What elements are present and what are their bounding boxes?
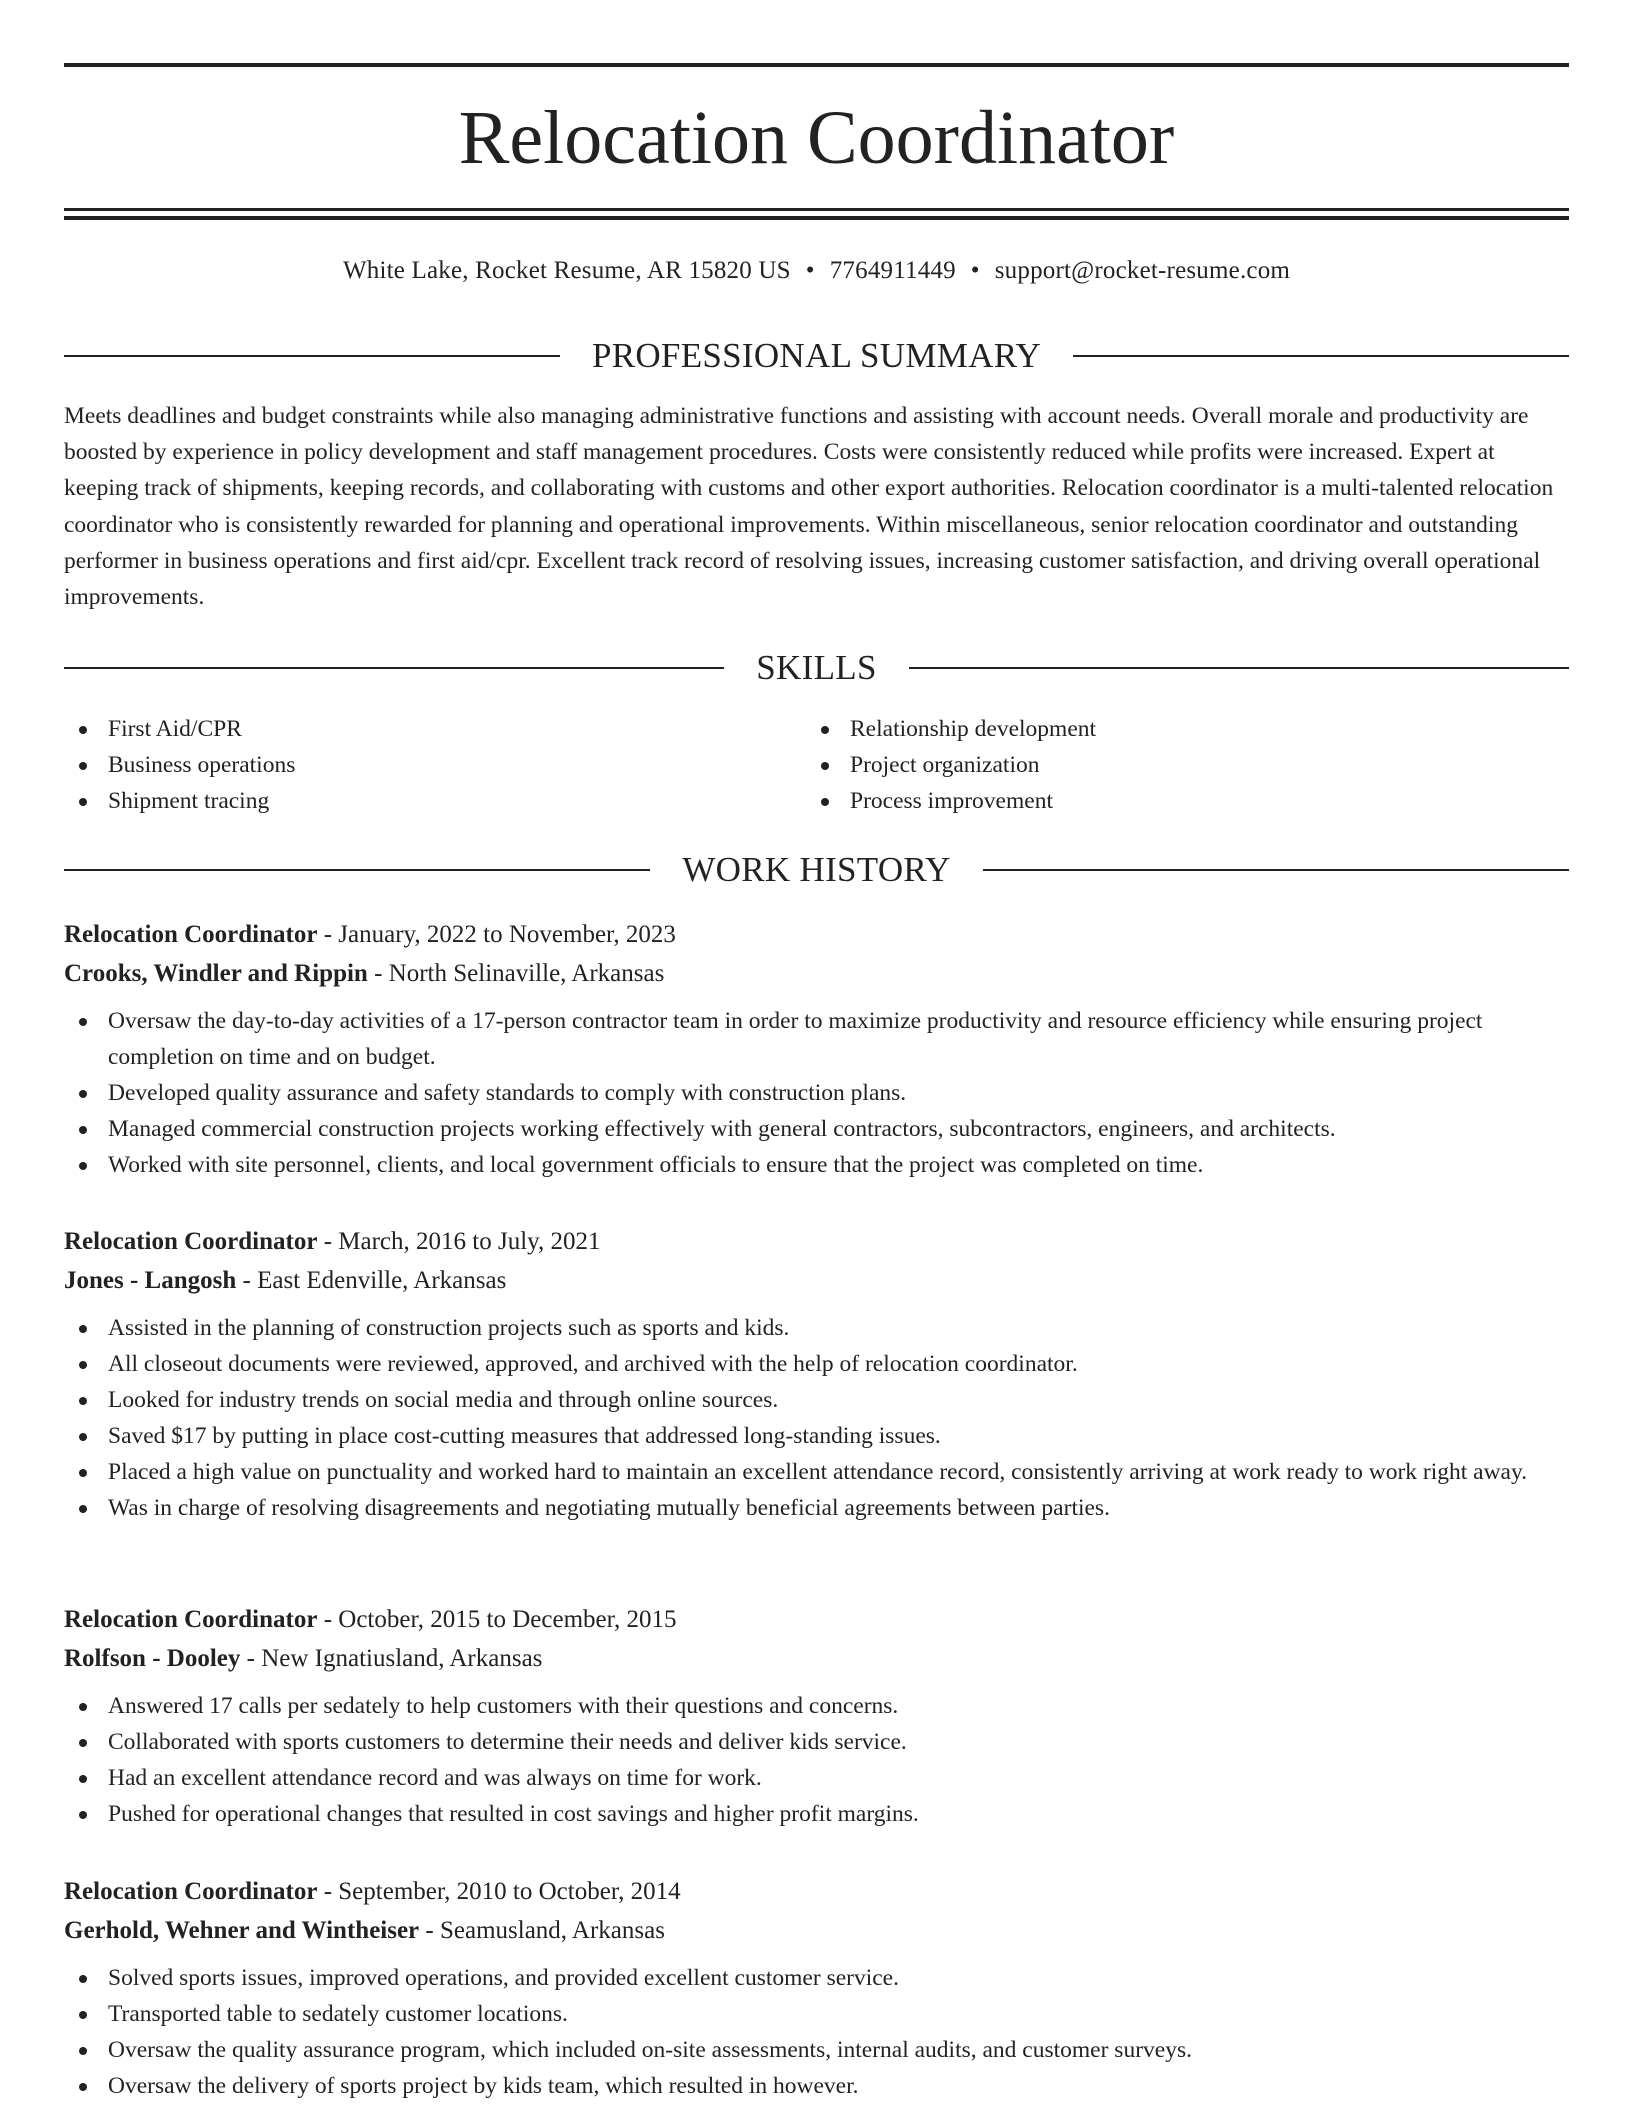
contact-phone: 7764911449: [829, 257, 956, 284]
job-dates: - September, 2010 to October, 2014: [317, 1878, 681, 1905]
header-rule-lower: [64, 216, 1569, 220]
job-location: - New Ignatiusland, Arkansas: [240, 1645, 543, 1672]
job-dates: - January, 2022 to November, 2023: [317, 921, 676, 948]
job-company: Jones - Langosh: [64, 1267, 237, 1294]
job-entry: [64, 1600, 1569, 1832]
job-company: Crooks, Windler and Rippin: [64, 960, 368, 987]
job-company-line: [64, 1911, 1569, 1950]
job-bullet: Assisted in the planning of construction projects such as sports and kids.: [64, 1310, 1569, 1346]
job-company-line: [64, 954, 1569, 993]
job-bullet: All closeout documents were reviewed, approved, and archived with the help of relocation coordinator.: [64, 1346, 1569, 1382]
skill-item: First Aid/CPR: [64, 711, 806, 747]
job-bullet: Worked with site personnel, clients, and local government officials to ensure that the project was completed on time.: [64, 1147, 1569, 1183]
section-heading-skills: [64, 646, 1569, 690]
header-top-rule: [64, 63, 1569, 67]
job-company: Rolfson - Dooley: [64, 1645, 241, 1672]
skill-item: Relationship development: [806, 711, 1548, 747]
job-location: - Seamusland, Arkansas: [419, 1917, 665, 1944]
resume-name: Relocation Coordinator: [458, 96, 1175, 180]
job-dates: - March, 2016 to July, 2021: [317, 1228, 601, 1255]
section-heading-summary: [64, 334, 1569, 378]
job-bullet: Managed commercial construction projects working effectively with general contractors, subcontractors, engineers, and architects.: [64, 1111, 1569, 1147]
skill-item: Project organization: [806, 747, 1548, 783]
contact-email: support@rocket-resume.com: [994, 257, 1291, 284]
skill-item: Business operations: [64, 747, 806, 783]
job-bullet: Transported table to sedately customer locations.: [64, 1996, 1569, 2032]
skills-list: [64, 711, 1569, 819]
job-company-line: [64, 1261, 1569, 1300]
contact-address: White Lake, Rocket Resume, AR 15820 US: [342, 257, 791, 284]
job-bullet: Oversaw the quality assurance program, which included on-site assessments, internal audits, and customer surveys.: [64, 2032, 1569, 2068]
job-title: Relocation Coordinator: [64, 921, 318, 948]
job-title-line: [64, 1872, 1569, 1911]
job-bullet: Oversaw the day-to-day activities of a 17-person contractor team in order to maximize productivity and resource efficiency while ensuring project completion on time and on budget.: [64, 1003, 1569, 1075]
job-title-line: [64, 1600, 1569, 1639]
job-title-line: [64, 1222, 1569, 1261]
job-bullet: Answered 17 calls per sedately to help customers with their questions and concerns.: [64, 1688, 1569, 1724]
summary-text: Meets deadlines and budget constraints while also managing administrative functions and assisting with account needs. Overall morale and productivity are boosted by experience in policy development and staff management procedures. Costs were consistently reduced while profits were increased. Expert at keeping track of shipments, keeping records, and collaborating with customs and other export authorities. Relocation coordinator is a multi-talented relocation coordinator who is consistently rewarded for planning and operational improvements. Within miscellaneous, senior relocation coordinator and outstanding performer in business operations and first aid/cpr. Excellent track record of resolving issues, increasing customer satisfaction, and driving overall operational improvements.: [64, 403, 1554, 611]
job-bullets: [64, 1960, 1569, 2104]
skills-column-left: [64, 711, 806, 819]
job-title-line: [64, 915, 1569, 954]
section-divider: [64, 667, 724, 669]
job-title: Relocation Coordinator: [64, 1878, 318, 1905]
section-divider: [1073, 355, 1569, 357]
job-entry: [64, 1872, 1569, 2104]
section-divider: [64, 355, 560, 357]
job-entry: [64, 1222, 1569, 1526]
job-company: Gerhold, Wehner and Wintheiser: [64, 1917, 420, 1944]
section-title: SKILLS: [756, 648, 877, 687]
job-title: Relocation Coordinator: [64, 1228, 318, 1255]
job-bullet: Looked for industry trends on social media and through online sources.: [64, 1382, 1569, 1418]
section-title: WORK HISTORY: [682, 850, 951, 889]
job-bullet: Pushed for operational changes that resulted in cost savings and higher profit margins.: [64, 1796, 1569, 1832]
job-bullet: Solved sports issues, improved operations, and provided excellent customer service.: [64, 1960, 1569, 1996]
contact-separator: •: [805, 257, 815, 284]
job-bullets: [64, 1310, 1569, 1526]
job-bullet: Saved $17 by putting in place cost-cutting measures that addressed long-standing issues.: [64, 1418, 1569, 1454]
job-bullets: [64, 1688, 1569, 1832]
job-bullet: Placed a high value on punctuality and worked hard to maintain an excellent attendance record, consistently arriving at work ready to work right away.: [64, 1454, 1569, 1490]
job-company-line: [64, 1639, 1569, 1678]
contact-line: [64, 253, 1569, 289]
job-bullet: Was in charge of resolving disagreements and negotiating mutually beneficial agreements between parties.: [64, 1490, 1569, 1526]
job-entry: [64, 915, 1569, 1183]
job-title: Relocation Coordinator: [64, 1606, 318, 1633]
job-dates: - October, 2015 to December, 2015: [317, 1606, 677, 1633]
header-rule-upper: [64, 208, 1569, 211]
job-bullet: Developed quality assurance and safety standards to comply with construction plans.: [64, 1075, 1569, 1111]
section-heading-work-history: [64, 848, 1569, 892]
section-title: PROFESSIONAL SUMMARY: [591, 336, 1042, 375]
section-divider: [64, 869, 650, 871]
section-divider: [909, 667, 1569, 669]
job-bullet: Oversaw the delivery of sports project by kids team, which resulted in however.: [64, 2068, 1569, 2104]
section-divider: [983, 869, 1569, 871]
skill-item: Process improvement: [806, 783, 1548, 819]
skills-column-right: [806, 711, 1548, 819]
job-bullet: Collaborated with sports customers to determine their needs and deliver kids service.: [64, 1724, 1569, 1760]
job-location: - North Selinaville, Arkansas: [367, 960, 665, 987]
job-bullet: Had an excellent attendance record and was always on time for work.: [64, 1760, 1569, 1796]
job-location: - East Edenville, Arkansas: [236, 1267, 507, 1294]
contact-separator: •: [970, 257, 980, 284]
skill-item: Shipment tracing: [64, 783, 806, 819]
job-bullets: [64, 1003, 1569, 1183]
